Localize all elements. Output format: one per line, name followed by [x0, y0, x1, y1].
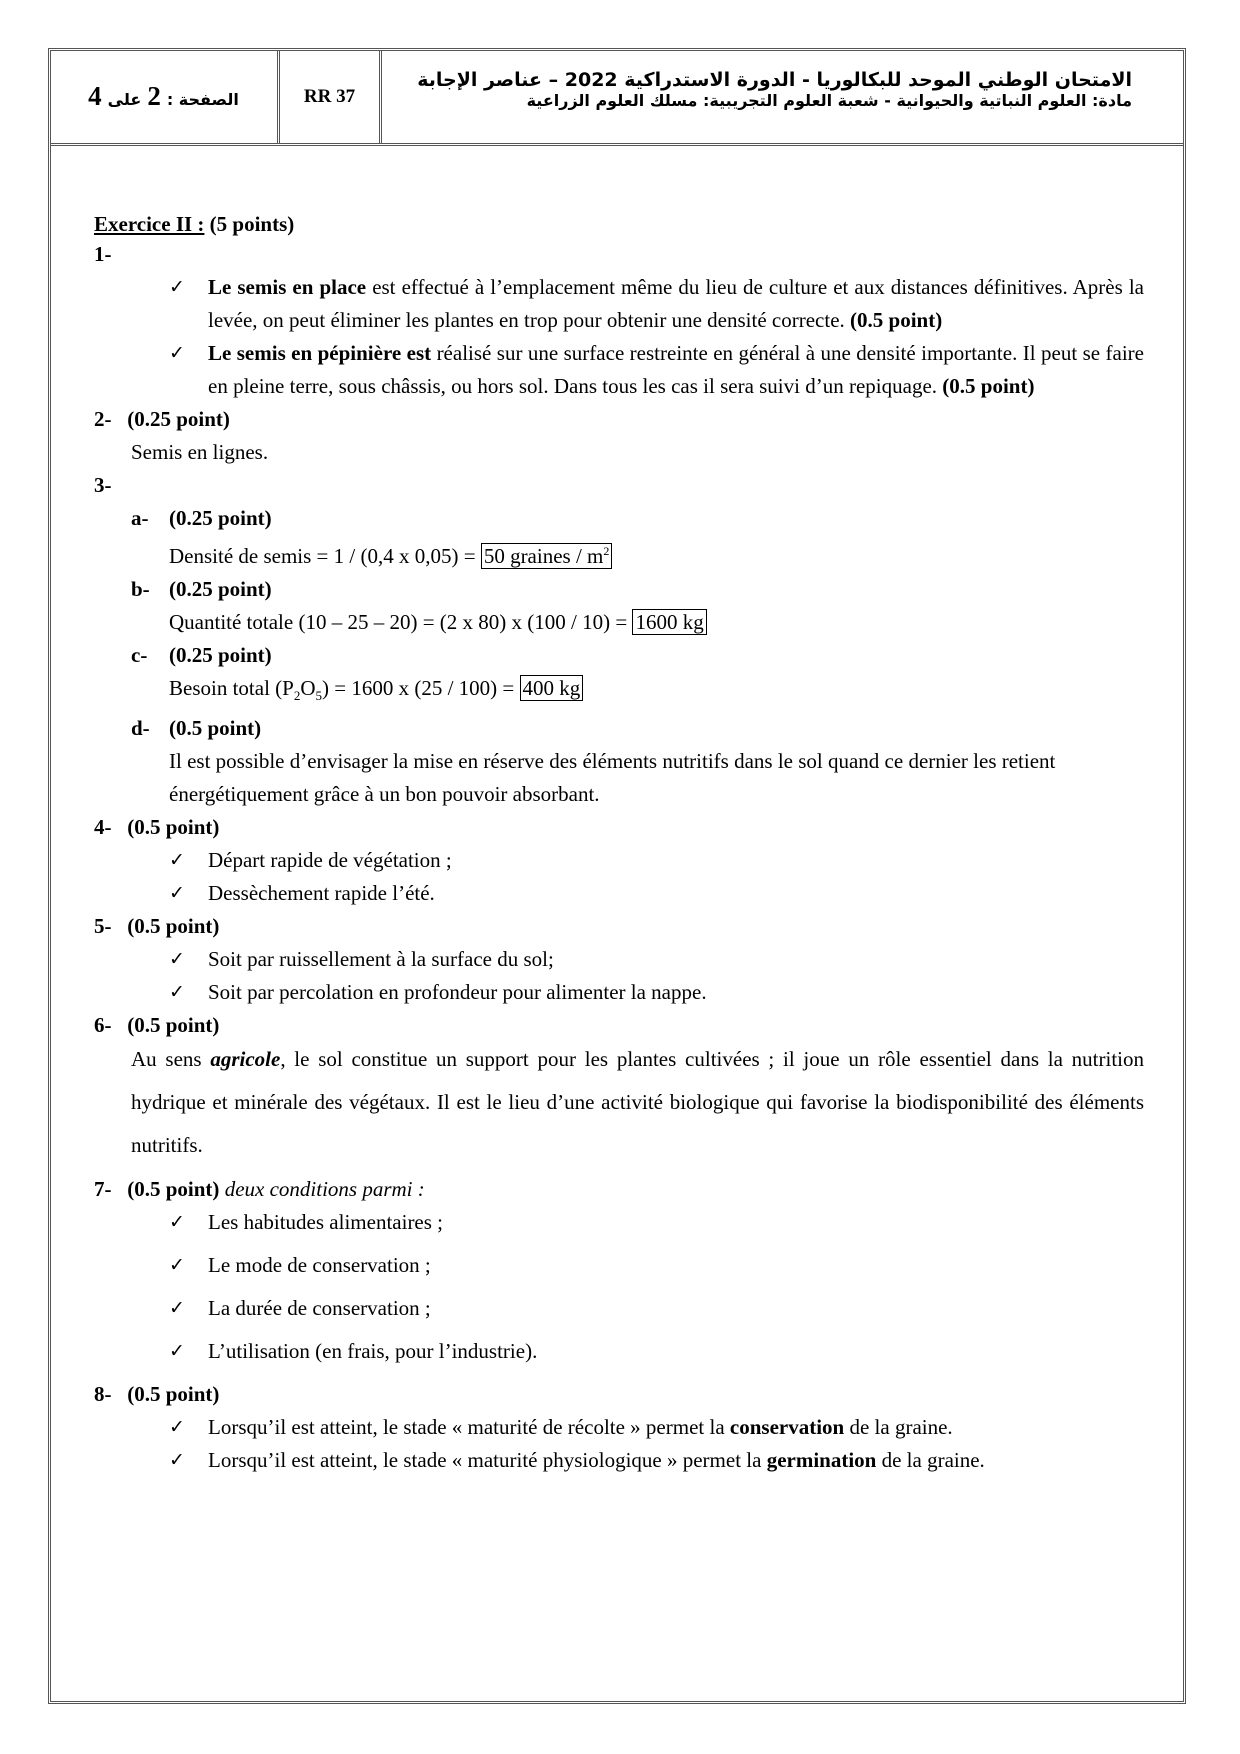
- q6-answer: Au sens agricole, le sol constitue un support pour les plantes cultivées ; il joue un rôle essentiel dans la nutrition hydrique et minérale des végétaux. Il est le lieu d’une activité biologique qui favorise la biodisponibilité des éléments nutritifs.: [131, 1047, 1144, 1158]
- q3c-answer: Besoin total $(P_2O_5) = 1600$ x (25 / 100) = 400 kg: [94, 672, 1144, 712]
- check-icon: ✓: [169, 849, 185, 872]
- exercise-title: Exercice II :: [94, 212, 205, 236]
- exam-subject-line: مادة: العلوم النباتية والحيوانية - شعبة العلوم التجريبية: مسلك العلوم الزراعية: [526, 91, 1132, 110]
- exam-title: [382, 50, 1184, 143]
- check-icon: ✓: [169, 1416, 185, 1439]
- q5-item-1: ✓ Soit par ruissellement à la surface du sol;: [94, 943, 1144, 976]
- q8-item-1: ✓ Lorsqu’il est atteint, le stade « maturité de récolte » permet la conservation de la graine.: [94, 1411, 1144, 1444]
- exercise-points: (5 points): [209, 212, 295, 236]
- page-label: الصفحة :: [166, 90, 239, 109]
- question-5-heading: 5- (0.5 point): [94, 914, 220, 939]
- question-8-heading: 8- (0.5 point): [94, 1382, 220, 1407]
- q2-answer: Semis en lignes.: [131, 440, 269, 464]
- answer-content: [94, 208, 1144, 1477]
- page-number: [88, 81, 239, 112]
- q3c-result: 400 kg: [520, 675, 584, 701]
- check-icon: ✓: [169, 1254, 185, 1277]
- q7-list: [94, 1206, 1144, 1368]
- question-1-number: 1-: [94, 242, 112, 266]
- q7-item-3: ✓ La durée de conservation ;: [94, 1292, 1144, 1325]
- check-icon: ✓: [169, 276, 185, 298]
- q3d-heading: d- (0.5 point): [131, 716, 262, 741]
- q3b-heading: b- (0.25 point): [131, 577, 272, 601]
- question-3-number: 3-: [94, 473, 112, 497]
- q4-item-2: ✓ Dessèchement rapide l’été.: [94, 877, 1144, 910]
- check-icon: ✓: [169, 882, 185, 905]
- question-6-heading: 6- (0.5 point): [94, 1013, 220, 1038]
- exercise-heading: [94, 208, 1144, 241]
- exam-code: RR 37: [280, 50, 382, 143]
- q3b-answer: Quantité totale (10 – 25 – 20) = (2 x 80) x (100 / 10) = 1600 kg: [94, 606, 1144, 639]
- question-4-heading: 4- (0.5 point): [94, 815, 220, 840]
- q3d-answer: Il est possible d’envisager la mise en réserve des éléments nutritifs dans le sol quand ce dernier les retient énergétiquement grâce à un bon pouvoir absorbant.: [169, 749, 1056, 807]
- q1-item-1: ✓ Le semis en place est effectué à l’emplacement même du lieu de culture et aux distances définitives. Après la levée, on peut éliminer les plantes en trop pour obtenir une densité correcte. (0.5 point): [94, 271, 1144, 337]
- check-icon: ✓: [169, 948, 185, 971]
- page-header: [50, 50, 1184, 146]
- q3a-result: 50 graines / $m^2$: [481, 543, 613, 569]
- check-icon: ✓: [169, 1297, 185, 1320]
- q8-item-2: ✓ Lorsqu’il est atteint, le stade « maturité physiologique » permet la germination de la graine.: [94, 1444, 1144, 1477]
- q7-item-4: ✓ L’utilisation (en frais, pour l’industrie).: [94, 1335, 1144, 1368]
- q5-item-2: ✓ Soit par percolation en profondeur pour alimenter la nappe.: [94, 976, 1144, 1009]
- q7-item-2: ✓ Le mode de conservation ;: [94, 1249, 1144, 1282]
- question-2-heading: 2- (0.25 point): [94, 407, 230, 431]
- page-current: 2: [147, 81, 161, 111]
- q3a-answer: Densité de semis = 1 / (0,4 x 0,05) = 50 graines / $m^2$: [94, 535, 1144, 573]
- check-icon: ✓: [169, 342, 185, 364]
- page-total: 4: [88, 81, 102, 111]
- check-icon: ✓: [169, 1211, 185, 1234]
- q3a-heading: a- (0.25 point): [131, 506, 272, 530]
- question-7-heading: 7- (0.5 point) deux conditions parmi :: [94, 1177, 425, 1202]
- q4-item-1: ✓ Départ rapide de végétation ;: [94, 844, 1144, 877]
- page-of: على: [107, 90, 142, 109]
- check-icon: ✓: [169, 1340, 185, 1363]
- page-number-cell: [50, 50, 280, 143]
- exam-title-line1: الامتحان الوطني الموحد للبكالوريا - الدورة الاستدراكية 2022 – عناصر الإجابة: [417, 69, 1132, 91]
- q1-item-2: ✓ Le semis en pépinière est réalisé sur une surface restreinte en général à une densité importante. Il peut se faire en pleine terre, sous châssis, ou hors sol. Dans tous les cas il sera suivi d’un repiquage. (0.5 point): [94, 337, 1144, 403]
- q7-item-1: ✓ Les habitudes alimentaires ;: [94, 1206, 1144, 1239]
- q3c-heading: c- (0.25 point): [131, 643, 272, 667]
- q3b-result: 1600 kg: [632, 609, 706, 635]
- check-icon: ✓: [169, 981, 185, 1004]
- check-icon: ✓: [169, 1449, 185, 1472]
